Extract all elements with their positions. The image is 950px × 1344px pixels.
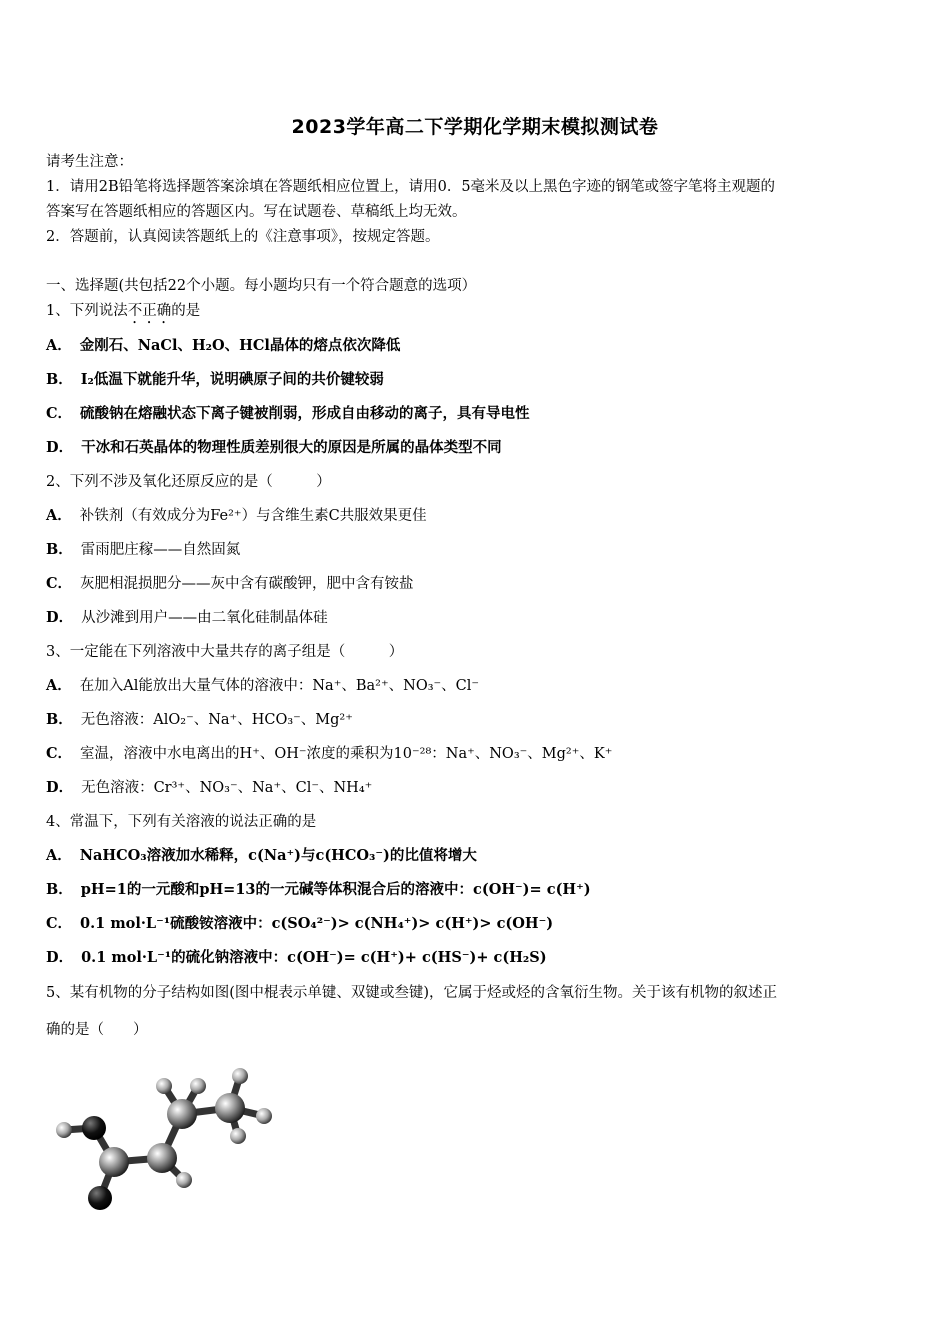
option-text: 室温，溶液中水电离出的H⁺、OH⁻浓度的乘积为10⁻²⁸：Na⁺、NO₃⁻、Mg²⁺、K⁺ (80, 746, 613, 762)
notice-line-1a: 1．请用2B铅笔将选择题答案涂填在答题纸相应位置上，请用0．5毫米及以上黑色字迹的钢笔或签字笔将主观题的 (46, 179, 776, 195)
carbon-atom (215, 1093, 245, 1123)
option-label: A． (46, 337, 72, 354)
atoms (56, 1068, 272, 1210)
option-text: 无色溶液：Cr³⁺、NO₃⁻、Na⁺、Cl⁻、NH₄⁺ (81, 780, 373, 796)
option-label: C． (46, 745, 73, 762)
question-1-stem (46, 301, 906, 327)
option-text: 干冰和石英晶体的物理性质差别很大的原因是所属的晶体类型不同 (81, 439, 502, 456)
option-label: B． (46, 881, 73, 898)
carbon-atom (99, 1147, 129, 1177)
option-label: D． (46, 609, 74, 626)
question-4-option-b (46, 880, 906, 900)
question-5-stem-b: 确的是（ ） (46, 1022, 148, 1038)
option-text: 0.1 mol·L⁻¹硫酸铵溶液中：c(SO₄²⁻)> c(NH₄⁺)> c(H⁺)> c(OH⁻) (80, 915, 554, 932)
molecule-structure-figure (48, 1058, 288, 1228)
option-label: C． (46, 405, 73, 422)
option-label: A． (46, 847, 72, 864)
option-text: 灰肥相混损肥分——灰中含有碳酸钾，肥中含有铵盐 (80, 576, 414, 592)
question-3-option-c (46, 744, 906, 764)
question-1-option-c (46, 404, 906, 424)
question-4-option-a (46, 846, 906, 866)
hydrogen-atom (232, 1068, 248, 1084)
notice-line-2: 2．答题前，认真阅读答题纸上的《注意事项》，按规定答题。 (46, 229, 440, 245)
hydrogen-atom (256, 1108, 272, 1124)
option-label: D． (46, 949, 74, 966)
option-label: B． (46, 541, 73, 558)
question-3-option-d (46, 778, 906, 798)
hydrogen-atom (230, 1128, 246, 1144)
notice-line-1b: 答案写在答题纸相应的答题区内。写在试题卷、草稿纸上均无效。 (46, 204, 467, 220)
option-text: 硫酸钠在熔融状态下离子键被削弱，形成自由移动的离子，具有导电性 (80, 405, 530, 422)
option-text: NaHCO₃溶液加水稀释，c(Na⁺)与c(HCO₃⁻)的比值将增大 (79, 847, 477, 864)
question-2-option-d (46, 608, 906, 628)
option-text: 在加入Al能放出大量气体的溶液中：Na⁺、Ba²⁺、NO₃⁻、Cl⁻ (79, 678, 480, 694)
carbon-atom (147, 1143, 177, 1173)
oxygen-atom (88, 1186, 112, 1210)
option-text: 0.1 mol·L⁻¹的硫化钠溶液中：c(OH⁻)= c(H⁺)+ c(HS⁻)+ c(H₂S) (81, 949, 547, 966)
question-1-emphasis: 不正确 (127, 303, 172, 319)
question-2-option-b (46, 540, 906, 560)
carbon-atom (167, 1099, 197, 1129)
question-4-option-c (46, 914, 906, 934)
option-label: D． (46, 439, 74, 456)
notice-heading: 请考生注意： (46, 154, 133, 170)
option-text: 补铁剂（有效成分为Fe²⁺）与含维生素C共服效果更佳 (79, 508, 427, 524)
hydrogen-atom (56, 1122, 72, 1138)
option-text: 无色溶液：AlO₂⁻、Na⁺、HCO₃⁻、Mg²⁺ (80, 712, 353, 728)
option-label: B． (46, 711, 73, 728)
option-label: C． (46, 915, 73, 932)
question-2-option-a (46, 506, 906, 526)
question-1-stem-pre: 1、下列说法 (46, 303, 128, 319)
question-3-option-a (46, 676, 906, 696)
exam-title: 2023学年高二下学期化学期末模拟测试卷 (291, 116, 659, 138)
option-label: A． (46, 677, 72, 694)
option-label: B． (46, 371, 73, 388)
hydrogen-atom (190, 1078, 206, 1094)
question-3-stem: 3、一定能在下列溶液中大量共存的离子组是（ ） (46, 644, 404, 660)
option-label: A． (46, 507, 72, 524)
option-text: 金刚石、NaCl、H₂O、HCl晶体的熔点依次降低 (79, 337, 401, 354)
question-2-stem: 2、下列不涉及氧化还原反应的是（ ） (46, 474, 331, 490)
question-3-option-b (46, 710, 906, 730)
hydrogen-atom (176, 1172, 192, 1188)
hydrogen-atom (156, 1078, 172, 1094)
option-text: 雷雨肥庄稼——自然固氮 (80, 542, 241, 558)
question-1-option-b (46, 370, 906, 390)
option-label: D． (46, 779, 74, 796)
question-1-option-a (46, 336, 906, 356)
question-4-option-d (46, 948, 906, 968)
option-text: pH=1的一元酸和pH=13的一元碱等体积混合后的溶液中：c(OH⁻)= c(H⁺) (80, 881, 591, 898)
question-4-stem: 4、常温下，下列有关溶液的说法正确的是 (46, 814, 317, 830)
option-label: C． (46, 575, 73, 592)
option-text: 从沙滩到用户——由二氧化硅制晶体硅 (81, 610, 328, 626)
section-heading: 一、选择题(共包括22个小题。每小题均只有一个符合题意的选项） (46, 278, 477, 294)
question-2-option-c (46, 574, 906, 594)
oxygen-atom (82, 1116, 106, 1140)
question-1-option-d (46, 438, 906, 458)
option-text: I₂低温下就能升华，说明碘原子间的共价键较弱 (80, 371, 384, 388)
question-5-stem-a: 5、某有机物的分子结构如图(图中棍表示单键、双键或叁键)，它属于烃或烃的含氧衍生物。关于该有机物的叙述正 (46, 985, 778, 1001)
question-1-stem-post: 的是 (171, 303, 201, 319)
